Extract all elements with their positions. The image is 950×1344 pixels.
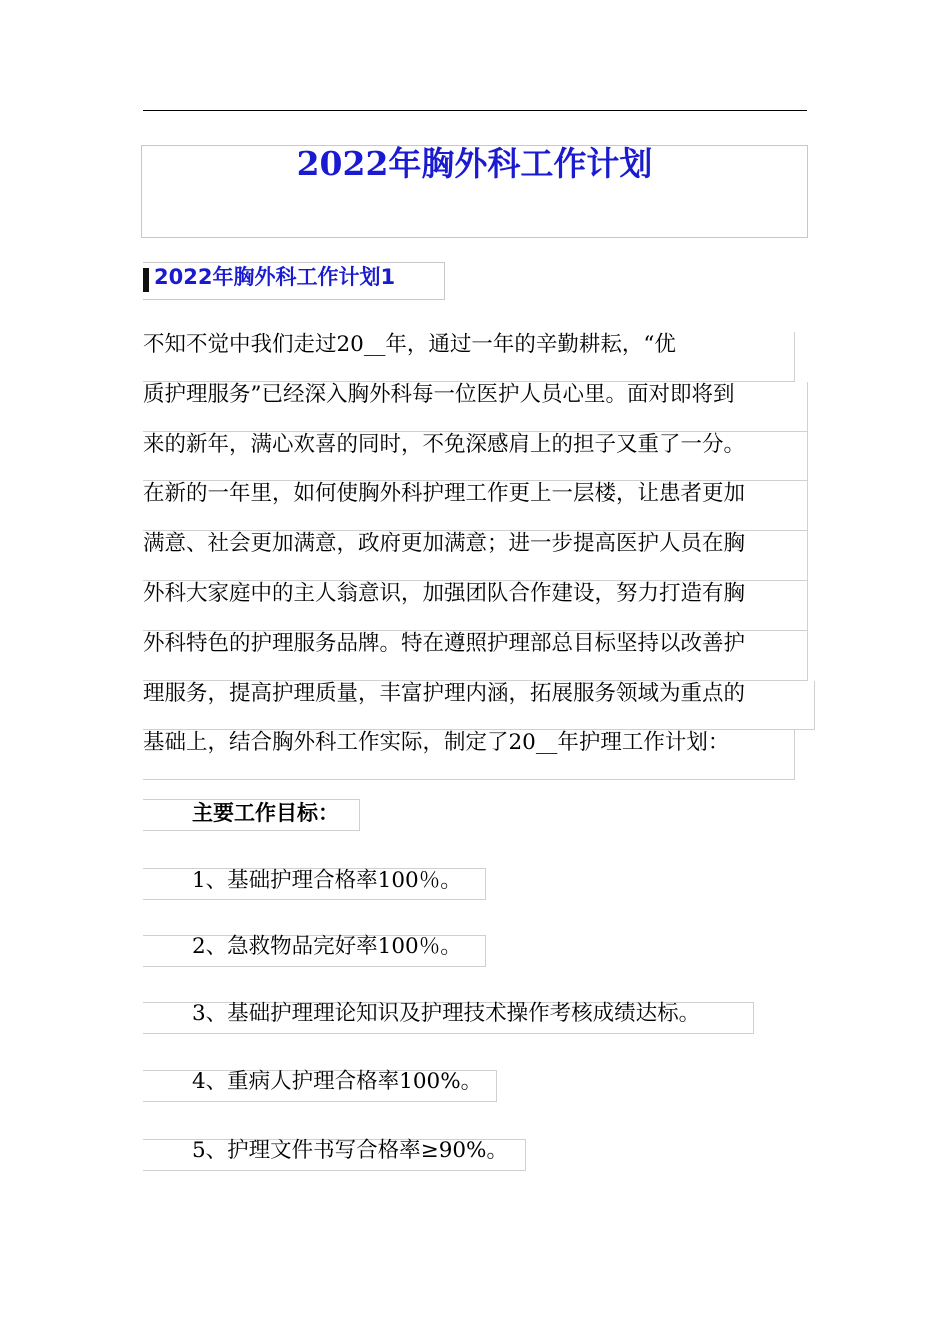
goal-item: 2、急救物品完好率100％。 [192, 934, 462, 959]
paragraph-line: 外科大家庭中的主人翁意识，加强团队合作建设，努力打造有胸 [143, 581, 808, 631]
goal-item: 4、重病人护理合格率100%。 [192, 1069, 483, 1094]
goal-item: 3、基础护理理论知识及护理技术操作考核成绩达标。 [192, 1001, 701, 1026]
goal-item: 1、基础护理合格率100％。 [192, 868, 462, 893]
header-rule [143, 110, 807, 111]
paragraph-line: 在新的一年里，如何使胸外科护理工作更上一层楼，让患者更加 [143, 481, 808, 531]
paragraph-line: 理服务，提高护理质量，丰富护理内涵，拓展服务领域为重点的 [143, 681, 815, 731]
goal-item: 5、护理文件书写合格率≥90%。 [192, 1138, 508, 1163]
section-heading: 2022年胸外科工作计划1 [154, 265, 396, 289]
goals-heading: 主要工作目标： [192, 801, 339, 825]
paragraph-line: 来的新年，满心欢喜的同时，不免深感肩上的担子又重了一分。 [143, 432, 808, 482]
paragraph-line: 不知不觉中我们走过20__年，通过一年的辛勤耕耘，“优 [143, 332, 795, 382]
section-marker-icon [143, 268, 149, 292]
title-box [141, 145, 808, 238]
paragraph-line: 基础上，结合胸外科工作实际，制定了20__年护理工作计划： [143, 730, 795, 780]
document-title: 2022年胸外科工作计划 [296, 144, 653, 183]
intro-paragraph [143, 332, 815, 780]
paragraph-line: 满意、社会更加满意，政府更加满意；进一步提高医护人员在胸 [143, 531, 808, 581]
paragraph-line: 质护理服务”已经深入胸外科每一位医护人员心里。面对即将到 [143, 382, 808, 432]
paragraph-line: 外科特色的护理服务品牌。特在遵照护理部总目标坚持以改善护 [143, 631, 808, 681]
